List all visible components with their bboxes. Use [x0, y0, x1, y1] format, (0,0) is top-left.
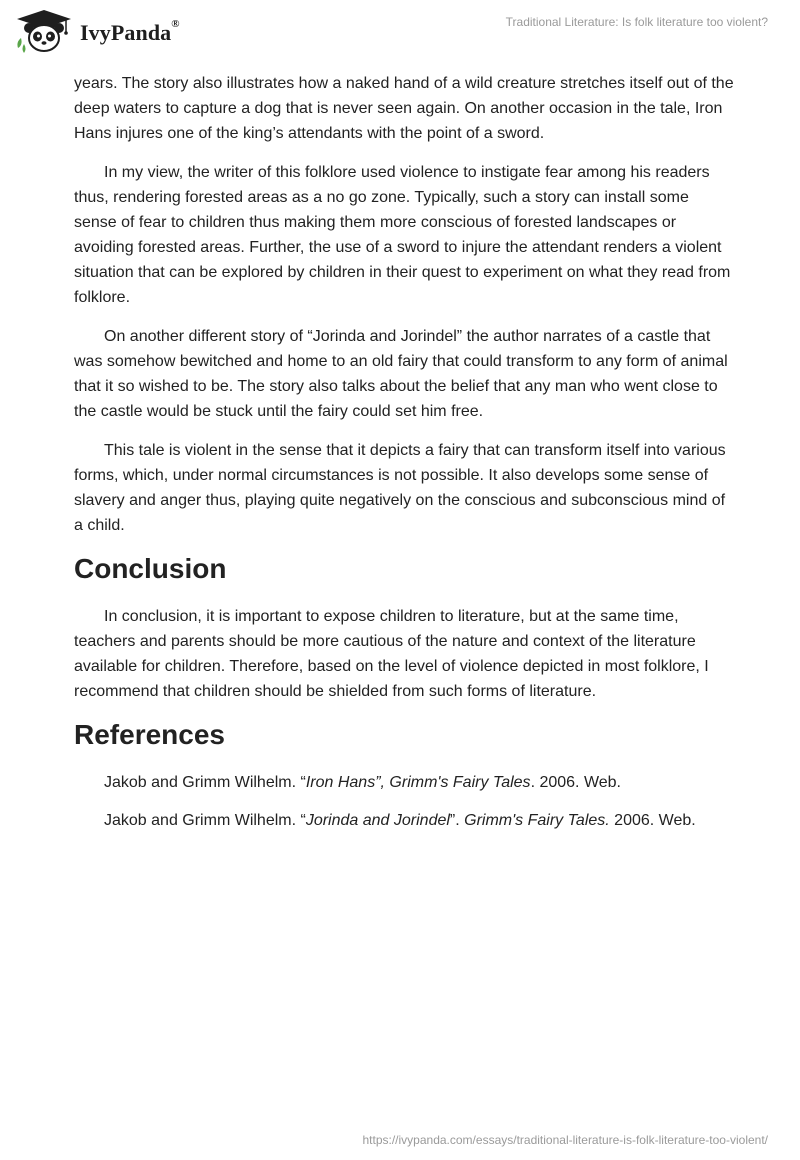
panda-graduate-logo-icon	[14, 8, 74, 54]
paragraph: This tale is violent in the sense that it depicts a fairy that can transform itself into various forms, which, under normal circumstances is not possible. It also develops some sense of slavery and anger thus, playing quite negatively on the conscious and subconscious mind of a child.	[74, 442, 726, 534]
paragraph: On another different story of “Jorinda and Jorindel” the author narrates of a castle that was somehow bewitched and home to an old fairy that could transform to any form of animal that it so wished to be. The story also talks about the belief that any man who went close to the castle would be stuck until the fairy could set him free.	[74, 328, 728, 420]
reference-item: Jakob and Grimm Wilhelm. “Jorinda and Jorindel”. Grimm's Fairy Tales. 2006. Web.	[104, 812, 696, 829]
page-header	[0, 0, 800, 70]
conclusion-heading: Conclusion	[74, 553, 227, 584]
source-url[interactable]: https://ivypanda.com/essays/traditional-literature-is-folk-literature-too-violent/	[362, 1133, 768, 1147]
paragraph: In my view, the writer of this folklore used violence to instigate fear among his readers thus, rendering forested areas as a no go zone. Typically, such a story can install some sense of fear to children thus making them more conscious of forested landscapes or avoiding forested areas. Further, the use of a sword to injure the attendant renders a violent situation that can be explored by children in their quest to experiment on what they read from folklore.	[74, 164, 731, 306]
reference-item: Jakob and Grimm Wilhelm. “Iron Hans”, Grimm's Fairy Tales. 2006. Web.	[104, 774, 621, 791]
paragraph: years. The story also illustrates how a naked hand of a wild creature stretches itself out of the deep waters to capture a dog that is never seen again. On another occasion in the tale, Iron Hans injures one of the king’s attendants with the point of a sword.	[74, 75, 734, 142]
conclusion-paragraph: In conclusion, it is important to expose children to literature, but at the same time, teachers and parents should be more cautious of the nature and context of the literature available for children. Therefore, based on the level of violence depicted in most folklore, I recommend that children should be shielded from such forms of literature.	[74, 608, 709, 700]
references-heading: References	[74, 719, 225, 750]
document-title: Traditional Literature: Is folk literature too violent?	[505, 15, 768, 29]
ivypanda-logo[interactable]	[14, 8, 180, 54]
essay-content	[74, 71, 734, 846]
brand-name: IvyPanda®	[80, 18, 180, 45]
